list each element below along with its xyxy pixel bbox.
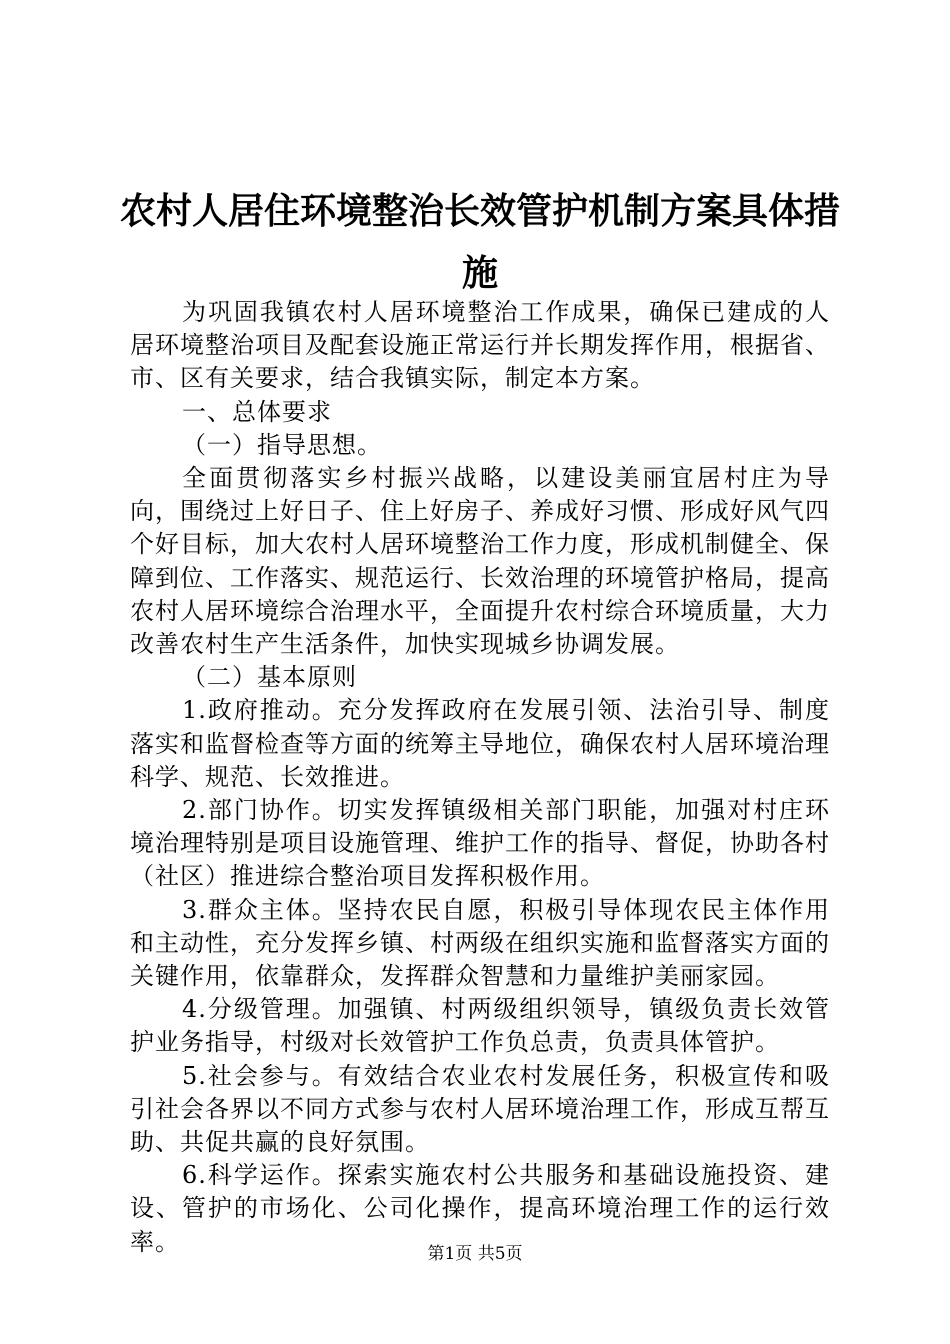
guiding-ideology-paragraph: 全面贯彻落实乡村振兴战略，以建设美丽宜居村庄为导向，围绕过上好日子、住上好房子、养成好习惯、形成好风气四个好目标，加大农村人居环境整治工作力度，形成机制健全、保障到位、工作落实、规范运行、长效治理的环境管护格局，提高农村人居环境综合治理水平，全面提升农村综合环境质量，大力改善农村生产生活条件，加快实现城乡协调发展。: [130, 464, 830, 659]
subheading-guiding-ideology: （一）指导思想。: [182, 430, 382, 459]
section-heading-general-requirements: 一、总体要求: [182, 397, 332, 426]
principle-department: 2.部门协作。切实发挥镇级相关部门职能，加强对村庄环境治理特别是项目设施管理、维护工作的指导、督促，协助各村（社区）推进综合整治项目发挥积极作用。: [130, 796, 830, 891]
intro-paragraph: 为巩固我镇农村人居环境整治工作成果，确保已建成的人居环境整治项目及配套设施正常运行并长期发挥作用，根据省、市、区有关要求，结合我镇实际，制定本方案。: [130, 298, 830, 393]
document-title: 农村人居住环境整治长效管护机制方案具体措施: [120, 190, 841, 294]
page-number-footer: 第1页 共5页: [427, 1244, 523, 1264]
subheading-basic-principles: （二）基本原则: [182, 663, 357, 692]
principle-social-participation: 5.社会参与。有效结合农业农村发展任务，积极宣传和吸引社会各界以不同方式参与农村人居环境治理工作，形成互帮互助、共促共赢的良好氛围。: [130, 1061, 830, 1157]
principle-masses: 3.群众主体。坚持农民自愿，积极引导体现农民主体作用和主动性，充分发挥乡镇、村两级在组织实施和监督落实方面的关键作用，依靠群众，发挥群众智慧和力量维护美丽家园。: [130, 895, 830, 991]
principle-scientific-operation: 6.科学运作。探索实施农村公共服务和基础设施投资、建设、管护的市场化、公司化操作，提高环境治理工作的运行效率。: [130, 1161, 830, 1256]
principle-government: 1.政府推动。充分发挥政府在发展引领、法治引导、制度落实和监督检查等方面的统筹主导地位，确保农村人居环境治理科学、规范、长效推进。: [130, 696, 830, 791]
document-body: [130, 296, 830, 1259]
principle-tiered-management: 4.分级管理。加强镇、村两级组织领导，镇级负责长效管护业务指导，村级对长效管护工作负总责，负责具体管护。: [130, 995, 830, 1057]
